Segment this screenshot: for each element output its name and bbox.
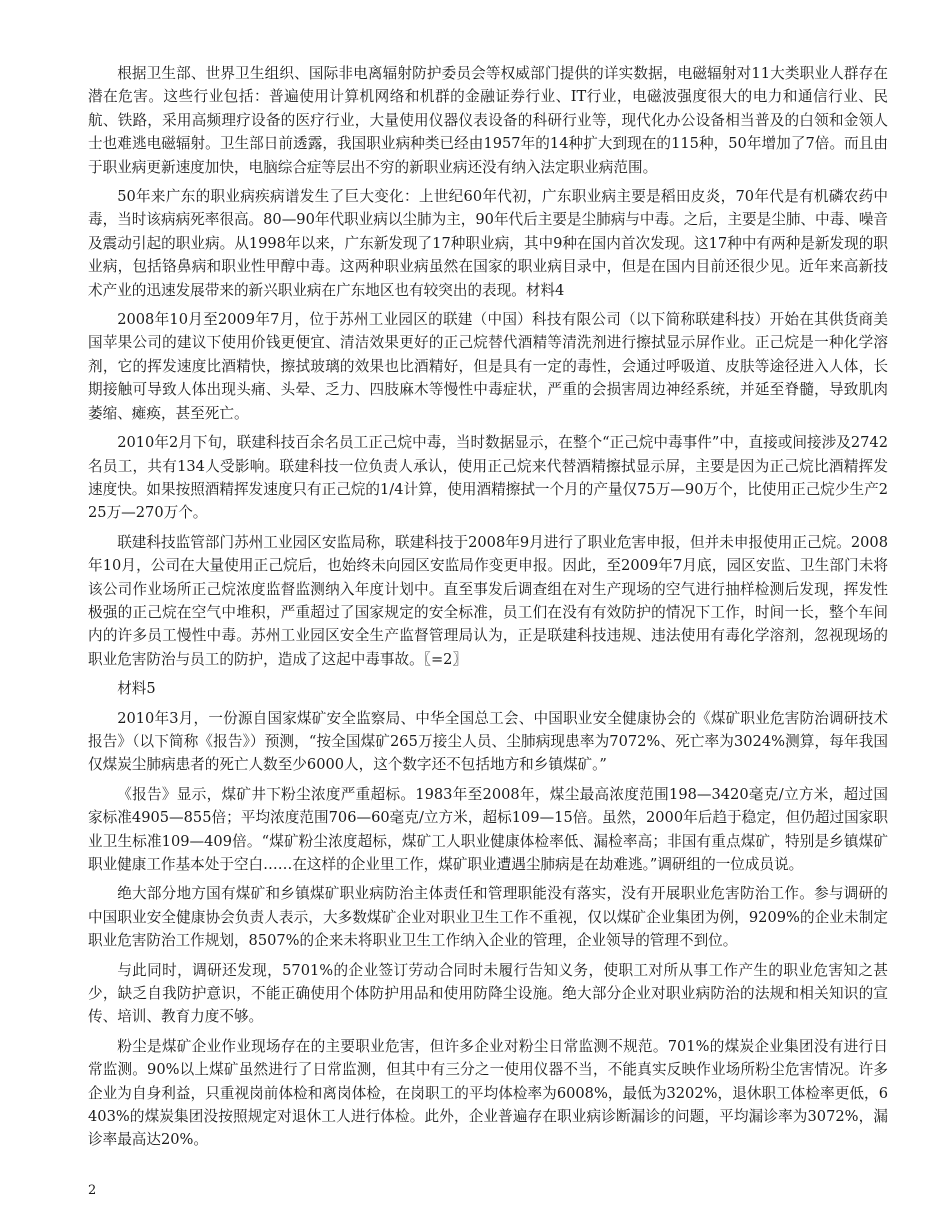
material-5-heading: 材料5 [117, 680, 156, 698]
paragraph-em-radiation: 根据卫生部、世界卫生组织、国际非电离辐射防护委员会等权威部门提供的详实数据，电磁辐射对11大类职业人群存在潜在危害。这些行业包括：普遍使用计算机网络和机群的金融证券行业、IT行业，电磁波强度很大的电力和通信行业、民航、铁路，采用高频理疗设备的医疗行业，大量使用仪器仪表设备的科研行业等，现代化办公设备相当普及的白领和金领人士也难逃电磁辐射。卫生部日前透露，我国职业病种类已经由1957年的14种扩大到现在的115种，50年增加了7倍。而且由于职业病更新速度加快，电脑综合症等层出不穷的新职业病还没有纳入法定职业病范围。 [88, 65, 888, 176]
paragraph-hexane-poisoning-event: 2010年2月下旬，联建科技百余名员工正己烷中毒，当时数据显示，在整个“正己烷中毒事件”中，直接或间接涉及2742名员工，共有134人受影响。联建科技一位负责人承认，使用正己烷来代替酒精擦拭显示屏，主要是因为正己烷比酒精挥发速度快。如果按照酒精挥发速度只有正己烷的1/4计算，使用酒精擦拭一个月的产量仅75万—90万个，比使用正己烷少生产225万—270万个。 [88, 434, 888, 522]
page-number: 2 [88, 1183, 97, 1198]
paragraph-coal-mine-report: 2010年3月，一份源自国家煤矿安全监察局、中华全国总工会、中国职业安全健康协会的《煤矿职业危害防治调研技术报告》（以下简称《报告》）预测，“按全国煤矿265万接尘人员、尘肺病现患率为7072%、死亡率为3024%测算，每年我国仅煤炭尘肺病患者的死亡人数至少6000人，这个数字还不包括地方和乡镇煤矿。” [88, 709, 888, 774]
document-body [88, 62, 888, 1158]
paragraph-lianjian-hexane-usage: 2008年10月至2009年7月，位于苏州工业园区的联建（中国）科技有限公司（以下简称联建科技）开始在其供货商美国苹果公司的建议下使用价钱更便宜、清洁效果更好的正己烷替代酒精等清洗剂进行擦拭显示屏作业。正己烷是一种化学溶剂，它的挥发速度比酒精快，擦拭玻璃的效果也比酒精好，但是具有一定的毒性，会通过呼吸道、皮肤等途径进入人体，长期接触可导致人体出现头痛、头晕、乏力、四肢麻木等慢性中毒症状，严重的会损害周边神经系统，并延至脊髓，导致肌肉萎缩、瘫痪，甚至死亡。 [88, 311, 888, 422]
paragraph-management-responsibility: 绝大部分地方国有煤矿和乡镇煤矿职业病防治主体责任和管理职能没有落实，没有开展职业危害防治工作。参与调研的中国职业安全健康协会负责人表示，大多数煤矿企业对职业卫生工作不重视，仅以煤矿企业集团为例，9209%的企业未制定职业危害防治工作规划，8507%的企来未将职业卫生工作纳入企业的管理，企业领导的管理不到位。 [88, 885, 888, 950]
paragraph-dust-monitoring: 粉尘是煤矿企业作业现场存在的主要职业危害，但许多企业对粉尘日常监测不规范。701%的煤炭企业集团没有进行日常监测。90%以上煤矿虽然进行了日常监测，但其中有三分之一使用仪器不当，不能真实反映作业场所粉尘危害情况。许多企业为自身利益，只重视岗前体检和离岗体检，在岗职工的平均体检率为6008%，最低为3202%，退休职工体检率更低，6403%的煤炭集团没按照规定对退休工人进行体检。此外，企业普遍存在职业病诊断漏诊的问题，平均漏诊率为3072%，漏诊率最高达20%。 [88, 1037, 888, 1149]
paragraph-safety-bureau-findings: 联建科技监管部门苏州工业园区安监局称，联建科技于2008年9月进行了职业危害申报，但并未申报使用正己烷。2008年10月，公司在大量使用正己烷后，也始终未向园区安监局作变更申报。因此，至2009年7月底，园区安监、卫生部门未将该公司作业场所正己烷浓度监督监测纳入年度计划中。直至事发后调查组在对生产现场的空气进行抽样检测后发现，挥发性极强的正己烷在空气中堆积，严重超过了国家规定的安全标准，员工们在没有有效防护的情况下工作，时间一长，整个车间内的许多员工慢性中毒。苏州工业园区安全生产监督管理局认为，正是联建科技违规、违法使用有毒化学溶剂，忽视现场的职业危害防治与员工的防护，造成了这起中毒事故。〖=2〗 [88, 533, 888, 668]
paragraph-dust-concentration: 《报告》显示，煤矿井下粉尘浓度严重超标。1983年至2008年，煤尘最高浓度范围198—3420毫克/立方米，超过国家标准4905—855倍；平均浓度范围706—60毫克/立方米，超标109—15倍。虽然，2000年后趋于稳定，但仍超过国家职业卫生标准109—409倍。“煤矿粉尘浓度超标，煤矿工人职业健康体检率低、漏检率高；非国有重点煤矿，特别是乡镇煤矿职业健康工作基本处于空白……在这样的企业里工作，煤矿职业遭遇尘肺病是在劫难逃。”调研组的一位成员说。 [88, 785, 888, 873]
paragraph-labor-contract-notice: 与此同时，调研还发现，5701%的企业签订劳动合同时未履行告知义务，使职工对所从事工作产生的职业危害知之甚少，缺乏自我防护意识，不能正确使用个体防护用品和使用防降尘设施。绝大部分企业对职业病防治的法规和相关知识的宣传、培训、教育力度不够。 [88, 961, 888, 1026]
paragraph-guangdong-occupational-disease: 50年来广东的职业病疾病谱发生了巨大变化：上世纪60年代初，广东职业病主要是稻田皮炎，70年代是有机磷农药中毒，当时该病病死率很高。80—90年代职业病以尘肺为主，90年代后主要是尘肺病与中毒。之后，主要是尘肺、中毒、噪音及震动引起的职业病。从1998年以来，广东新发现了17种职业病，其中9种在国内首次发现。这17种中有两种是新发现的职业病，包括铬鼻病和职业性甲醇中毒。这两种职业病虽然在国家的职业病目录中，但是在国内目前还很少见。近年来高新技术产业的迅速发展带来的新兴职业病在广东地区也有较突出的表现。材料4 [88, 188, 888, 299]
